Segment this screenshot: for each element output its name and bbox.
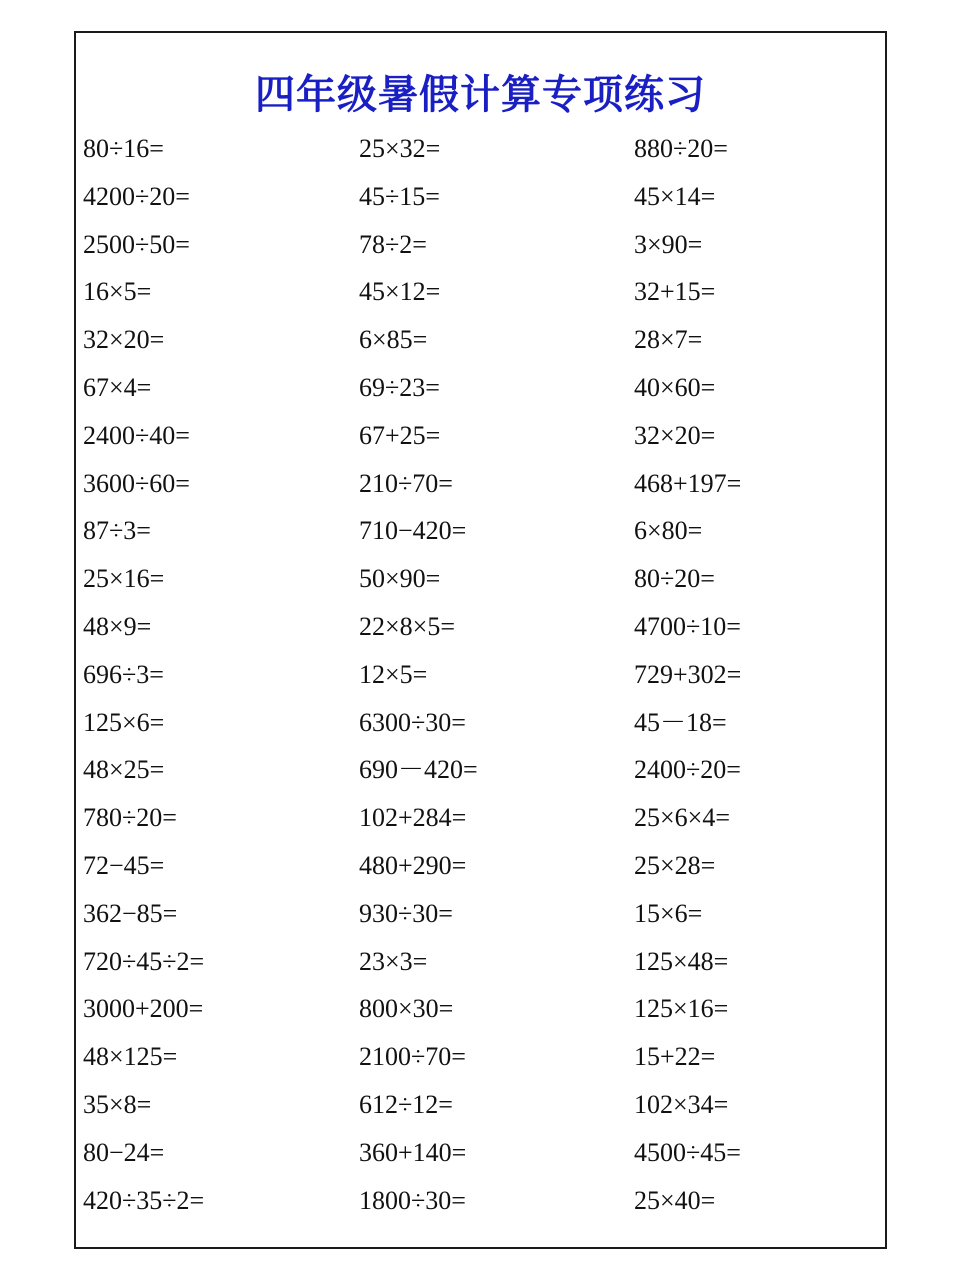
math-problem: 23×3= [359,946,428,976]
math-problem: 780÷20= [83,803,177,833]
math-problem: 720÷45÷2= [83,946,205,976]
math-problem: 67+25= [359,420,441,450]
math-problem: 690－420= [359,755,478,785]
math-problem: 210÷70= [359,468,453,498]
math-problem: 6×85= [359,325,428,355]
problem-row [76,1182,885,1230]
math-problem: 2100÷70= [359,1042,466,1072]
problem-row [76,704,885,752]
math-problem: 22×8×5= [359,611,455,641]
math-problem: 72−45= [83,850,165,880]
problem-row [76,608,885,656]
problem-row [76,943,885,991]
problem-row [76,417,885,465]
worksheet-title: 四年级暑假计算专项练习 [255,72,706,118]
math-problem: 125×16= [634,994,729,1024]
problem-row [76,226,885,274]
math-problem: 80÷16= [83,134,164,163]
math-problem: 612÷12= [359,1089,453,1119]
math-problem: 45×14= [634,181,716,211]
math-problem: 930÷30= [359,898,453,928]
problem-row [76,560,885,608]
math-problem: 48×9= [83,611,152,641]
math-problem: 3×90= [634,229,703,259]
problem-row [76,751,885,799]
math-problem: 67×4= [83,372,152,402]
math-problem: 2400÷20= [634,755,741,785]
math-problem: 80÷20= [634,564,715,594]
math-problem: 468+197= [634,468,742,498]
math-problem: 28×7= [634,325,703,355]
math-problem: 48×125= [83,1042,178,1072]
math-problem: 25×40= [634,1185,716,1215]
problem-row [76,799,885,847]
math-problem: 25×28= [634,850,716,880]
math-problem: 6×80= [634,516,703,546]
math-problem: 4700÷10= [634,611,741,641]
math-problem: 32+15= [634,277,716,307]
math-problem: 125×48= [634,946,729,976]
math-problem: 32×20= [634,420,716,450]
math-problem: 69÷23= [359,372,440,402]
math-problem: 3000+200= [83,994,204,1024]
problem-row [76,1134,885,1182]
math-problem: 362−85= [83,898,178,928]
math-problem: 4500÷45= [634,1137,741,1167]
problem-row [76,990,885,1038]
problem-row [76,465,885,513]
problem-row [76,847,885,895]
math-problem: 48×25= [83,755,165,785]
math-problem: 32×20= [83,325,165,355]
math-problem: 2500÷50= [83,229,190,259]
math-problem: 45－18= [634,707,727,737]
problem-grid [76,130,885,1229]
math-problem: 880÷20= [634,134,728,163]
problem-row [76,895,885,943]
math-problem: 1800÷30= [359,1185,466,1215]
math-problem: 25×6×4= [634,803,730,833]
problem-row [76,273,885,321]
problem-row [76,130,885,178]
math-problem: 800×30= [359,994,454,1024]
math-problem: 2400÷40= [83,420,190,450]
problem-row [76,1038,885,1086]
math-problem: 4200÷20= [83,181,190,211]
math-problem: 3600÷60= [83,468,190,498]
math-problem: 87÷3= [83,516,151,546]
math-problem: 12×5= [359,659,428,689]
math-problem: 102+284= [359,803,467,833]
problem-row [76,369,885,417]
problem-row [76,321,885,369]
math-problem: 25×32= [359,134,441,163]
math-problem: 15×6= [634,898,703,928]
math-problem: 420÷35÷2= [83,1185,205,1215]
math-problem: 25×16= [83,564,165,594]
math-problem: 360+140= [359,1137,467,1167]
math-problem: 6300÷30= [359,707,466,737]
math-problem: 710−420= [359,516,467,546]
problem-row [76,656,885,704]
math-problem: 102×34= [634,1089,729,1119]
problem-row [76,1086,885,1134]
math-problem: 40×60= [634,372,716,402]
math-problem: 729+302= [634,659,742,689]
math-problem: 45×12= [359,277,441,307]
math-problem: 80−24= [83,1137,165,1167]
math-problem: 78÷2= [359,229,427,259]
math-problem: 50×90= [359,564,441,594]
worksheet-page [74,31,887,1249]
math-problem: 45÷15= [359,181,440,211]
math-problem: 696÷3= [83,659,164,689]
math-problem: 125×6= [83,707,165,737]
math-problem: 15+22= [634,1042,716,1072]
math-problem: 16×5= [83,277,152,307]
problem-row [76,512,885,560]
math-problem: 480+290= [359,850,467,880]
problem-row [76,178,885,226]
math-problem: 35×8= [83,1089,152,1119]
